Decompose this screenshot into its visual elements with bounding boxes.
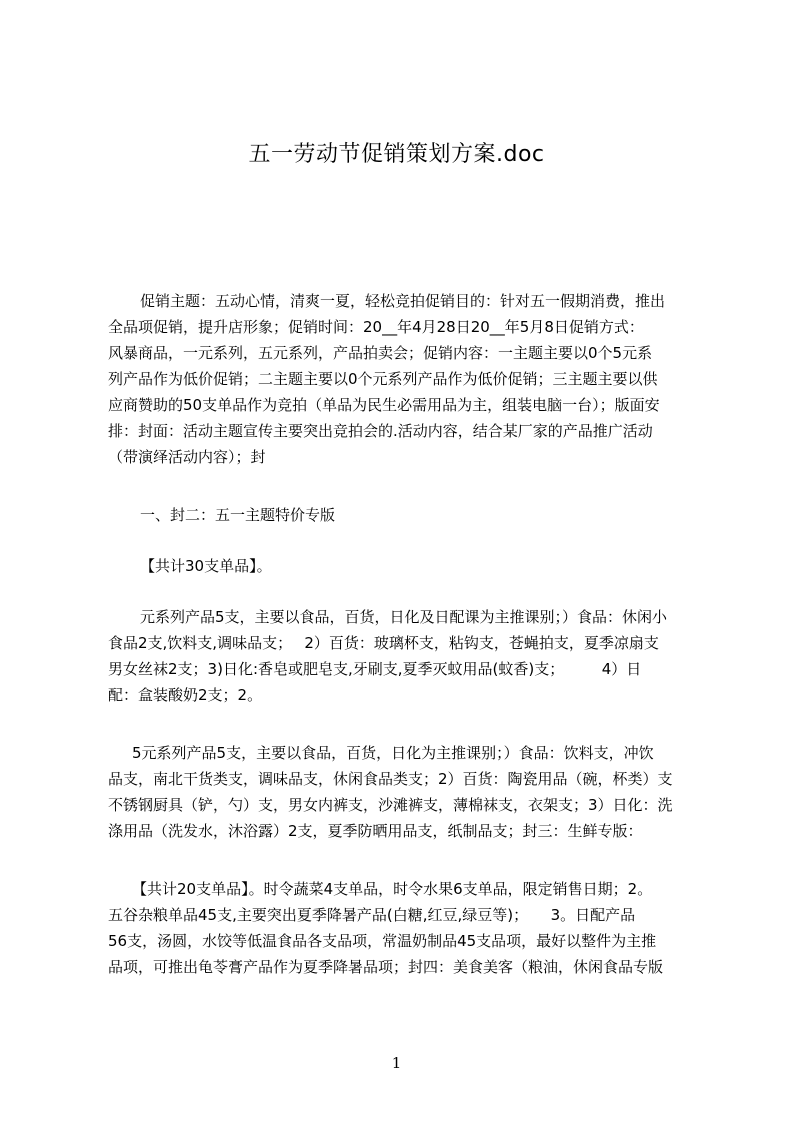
text-line: 涤用品（洗发水，沐浴露）2支，夏季防晒用品支，纸制品支；封三：生鲜专版： (108, 822, 643, 840)
paragraph-one-yuan-series (108, 604, 698, 708)
text-line: 5元系列产品5支，主要以食品，百货，日化为主推课别；）食品：饮料支，冲饮 (132, 744, 654, 762)
text-line: 不锈钢厨具（铲，勺）支，男女内裤支，沙滩裤支，薄棉袜支，衣架支；3）日化：洗 (108, 796, 673, 814)
text-line: 全品项促销，提升店形象；促销时间：20__年4月28日20__年5月8日促销方式： (108, 318, 644, 336)
section-heading (108, 502, 698, 528)
text-line: 列产品作为低价促销；二主题主要以0个元系列产品作为低价促销；三主题主要以供 (108, 370, 658, 388)
paragraph-item-count (108, 553, 698, 579)
text-line: 【共计20支单品】。时令蔬菜4支单品，时令水果6支单品，限定销售日期；2。 (132, 880, 653, 898)
text-line: 【共计30支单品】。 (140, 557, 272, 575)
text-line: 风暴商品，一元系列，五元系列，产品拍卖会；促销内容：一主题主要以0个5元系 (108, 344, 653, 362)
text-line: 元系列产品5支，主要以食品，百货，日化及日配课为主推课别；）食品：休闲小 (140, 608, 668, 626)
paragraph-five-yuan-series (108, 740, 698, 844)
text-line: 一、封二：五一主题特价专版 (140, 506, 336, 524)
text-line: 应商赞助的50支单品作为竞拍（单品为民生必需用品为主，组装电脑一台）；版面安 (108, 396, 660, 414)
text-line: 56支，汤圆，水饺等低温食品各支品项，常温奶制品45支品项，最好以整件为主推 (108, 932, 657, 950)
text-line: 排：封面：活动主题宣传主要突出竞拍会的.活动内容，结合某厂家的产品推广活动 (108, 422, 653, 440)
page-number: 1 (391, 1054, 402, 1072)
text-line: 品项，可推出龟苓膏产品作为夏季降暑品项；封四：美食美客（粮油，休闲食品专版 (108, 958, 664, 976)
text-line: 品支，南北干货类支，调味品支，休闲食品类支；2）百货：陶瓷用品（碗，杯类）支 (108, 770, 673, 788)
text-line: 配：盒装酸奶2支；2。 (108, 686, 263, 704)
text-line: 男女丝袜2支；3)日化:香皂或肥皂支,牙刷支,夏季灭蚊用品(蚊香)支； 4）日 (108, 660, 642, 678)
text-line: （带演绎活动内容）；封 (108, 448, 266, 466)
paragraph-fresh-section (108, 876, 698, 980)
text-line: 促销主题：五动心情，清爽一夏，轻松竞拍促销目的：针对五一假期消费，推出 (140, 292, 666, 310)
text-line: 食品2支,饮料支,调味品支； 2）百货：玻璃杯支，粘钩支，苍蝇拍支，夏季凉扇支 (108, 634, 659, 652)
document-title: 五一劳动节促销策划方案.doc (248, 142, 545, 167)
paragraph-promotion-theme (108, 288, 698, 470)
text-line: 五谷杂粮单品45支,主要突出夏季降暑产品(白糖,红豆,绿豆等)； 3。日配产品 (108, 906, 636, 924)
